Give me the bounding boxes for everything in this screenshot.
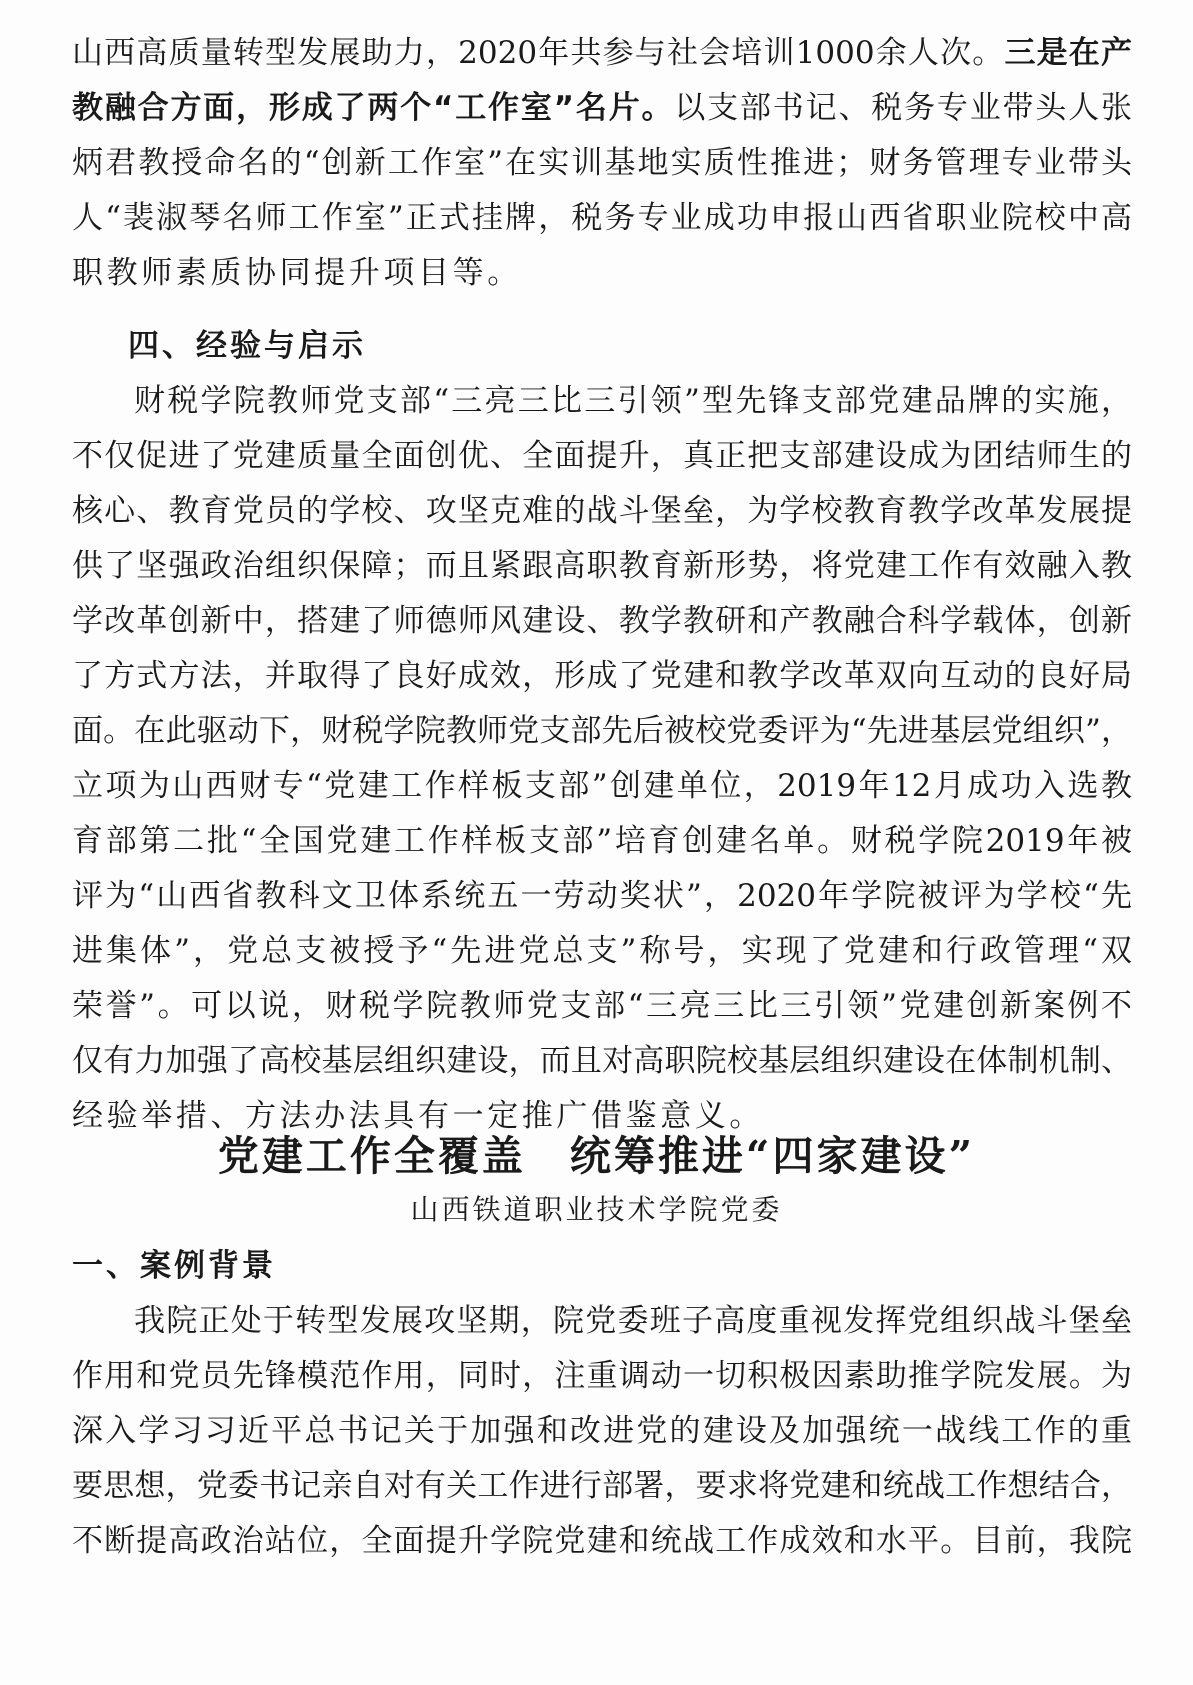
paragraph-line: 深入学习习近平总书记关于加强和改进党的建设及加强统一战线工作的重 (72, 1413, 1132, 1449)
paragraph-line: 炳君教授命名的“创新工作室”在实训基地实质性推进；财务管理专业带头 (72, 145, 1132, 181)
text-run: 山西高质量转型发展助力，2020年共参与社会培训1000余人次。 (72, 35, 1005, 71)
article-author: 山西铁道职业技术学院党委 (410, 1193, 783, 1226)
section-heading: 一、案例背景 (72, 1248, 276, 1284)
paragraph-line: 经验举措、方法办法具有一定推广借鉴意义。 (72, 1098, 764, 1134)
paragraph-line: 不仅促进了党建质量全面创优、全面提升，真正把支部建设成为团结师生的 (72, 438, 1132, 474)
article-title: 党建工作全覆盖 统筹推进“四家建设” (217, 1132, 976, 1180)
section-heading: 四、经验与启示 (128, 328, 366, 364)
paragraph-line (72, 88, 1132, 128)
bold-text-run: 教融合方面，形成了两个“工作室”名片。 (72, 90, 675, 126)
paragraph-line: 仅有力加强了高校基层组织建设，而且对高职院校基层组织建设在体制机制、 (72, 1043, 1132, 1079)
paragraph-line: 了方式方法，并取得了良好成效，形成了党建和教学改革双向互动的良好局 (72, 658, 1132, 694)
bold-text-run: 三是在产 (1004, 35, 1132, 71)
paragraph-line: 育部第二批“全国党建工作样板支部”培育创建名单。财税学院2019年被 (72, 823, 1132, 859)
paragraph-line: 评为“山西省教科文卫体系统五一劳动奖状”，2020年学院被评为学校“先 (72, 878, 1132, 914)
paragraph-line: 职教师素质协同提升项目等。 (72, 255, 522, 291)
paragraph-line: 学改革创新中，搭建了师德师风建设、教学教研和产教融合科学载体，创新 (72, 603, 1132, 639)
paragraph-line: 要思想，党委书记亲自对有关工作进行部署，要求将党建和统战工作想结合， (72, 1468, 1132, 1504)
paragraph-line: 荣誉”。可以说，财税学院教师党支部“三亮三比三引领”党建创新案例不 (72, 988, 1132, 1024)
paragraph-line: 核心、教育党员的学校、攻坚克难的战斗堡垒，为学校教育教学改革发展提 (72, 493, 1132, 529)
paragraph-line: 不断提高政治站位，全面提升学院党建和统战工作成效和水平。目前，我院 (72, 1523, 1132, 1559)
text-run: 以支部书记、税务专业带头人张 (674, 90, 1133, 126)
paragraph-line: 财税学院教师党支部“三亮三比三引领”型先锋支部党建品牌的实施， (134, 383, 1132, 419)
paragraph-line: 进集体”，党总支被授予“先进党总支”称号，实现了党建和行政管理“双 (72, 933, 1132, 969)
paragraph-line: 人“裴淑琴名师工作室”正式挂牌，税务专业成功申报山西省职业院校中高 (72, 200, 1132, 236)
paragraph-line: 供了坚强政治组织保障；而且紧跟高职教育新形势，将党建工作有效融入教 (72, 548, 1132, 584)
paragraph-line: 我院正处于转型发展攻坚期，院党委班子高度重视发挥党组织战斗堡垒 (134, 1303, 1132, 1339)
paragraph-line (72, 33, 1132, 73)
paragraph-line: 面。在此驱动下，财税学院教师党支部先后被校党委评为“先进基层党组织”， (72, 713, 1132, 749)
paragraph-line: 作用和党员先锋模范作用，同时，注重调动一切积极因素助推学院发展。为 (72, 1358, 1132, 1394)
paragraph-line: 立项为山西财专“党建工作样板支部”创建单位，2019年12月成功入选教 (72, 768, 1132, 804)
